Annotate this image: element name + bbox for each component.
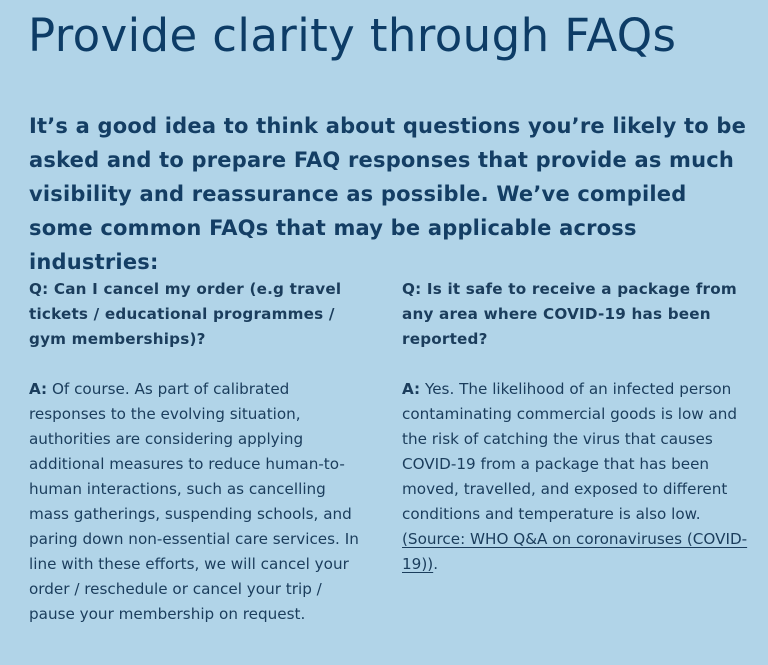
faq-question: Q: Can I cancel my order (e.g travel tickets / educational programmes / gym memberships)? (29, 280, 342, 348)
faq-answer (29, 377, 369, 627)
who-source-link[interactable]: (Source: WHO Q&A on coronaviruses (COVID-19)) (402, 530, 748, 573)
answer-suffix: . (433, 555, 439, 573)
answer-label: A: (402, 380, 421, 398)
faq-item (402, 277, 757, 577)
answer-text: Of course. As part of calibrated responses to the evolving situation, authorities are considering applying additional measures to reduce human-to-human interactions, such as cancelling mass gatherings, suspending schools, and paring down non-essential care services. In line with these efforts, we will cancel your order / reschedule or cancel your trip / pause your membership on request. (29, 380, 359, 623)
faq-question: Q: Is it safe to receive a package from any area where COVID-19 has been reported? (402, 280, 737, 348)
intro-paragraph: It’s a good idea to think about questions you’re likely to be asked and to prepare FAQ responses that provide as much visibility and reassurance as possible. We’ve compiled some common FAQs that may be applicable across industries: (29, 114, 747, 274)
page-title: Provide clarity through FAQs (28, 9, 677, 62)
answer-label: A: (29, 380, 48, 398)
faq-answer (402, 377, 757, 577)
faq-item (29, 277, 369, 627)
answer-text: Yes. The likelihood of an infected person contaminating commercial goods is low and the risk of catching the virus that causes COVID-19 from a package that has been moved, travelled, and exposed to different conditions and temperature is also low. (402, 380, 738, 523)
